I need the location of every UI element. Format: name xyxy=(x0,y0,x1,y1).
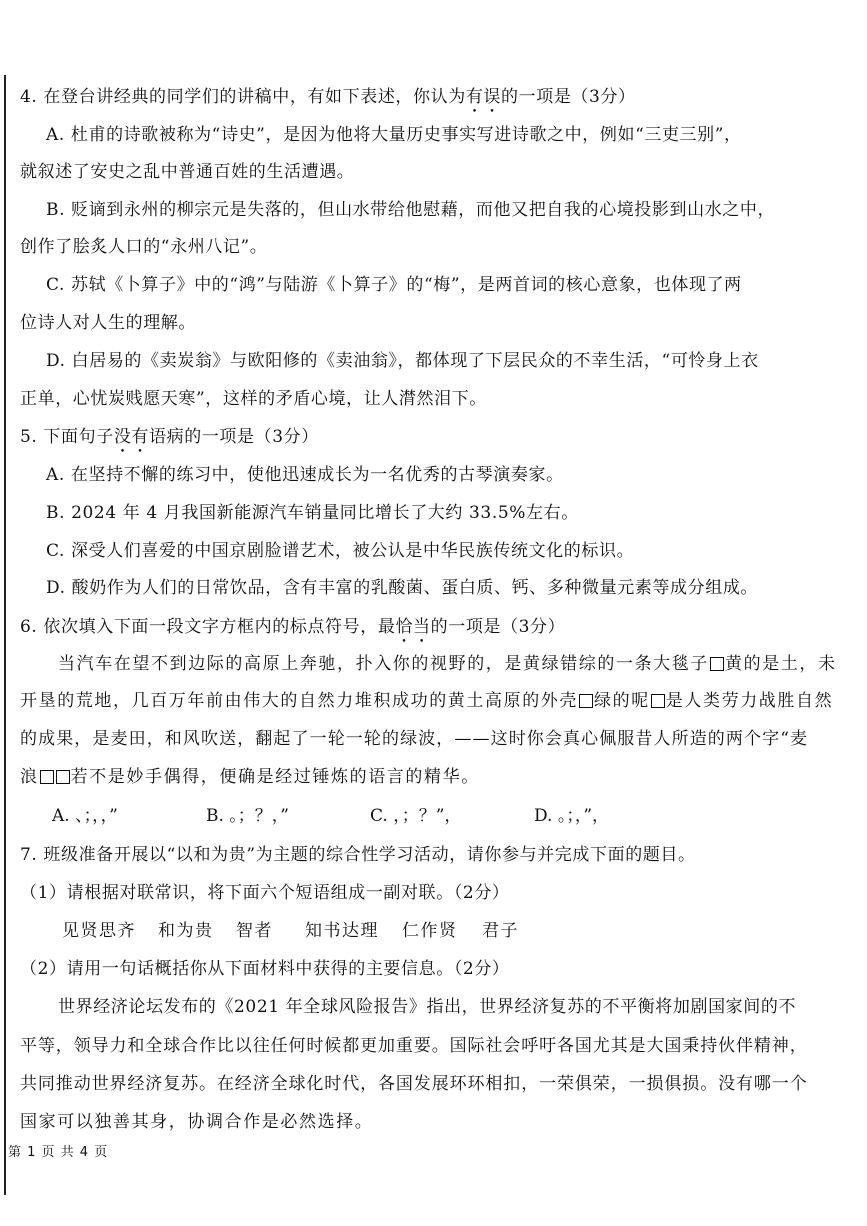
q5-option-c: C. 深受人们喜爱的中国京剧脸谱艺术，被公认是中华民族传统文化的标识。 xyxy=(46,541,635,561)
q5-stem-score: 语病的一项是（3分） xyxy=(149,427,319,447)
phrase-item: 智者 xyxy=(236,921,273,941)
q7-material-line2: 平等，领导力和全球合作比以往任何时候都更加重要。国际社会呼吁各国尤其是大国秉持伙伴精神， xyxy=(20,1036,808,1056)
phrase-item: 仁作贤 xyxy=(402,921,458,941)
q6-option-b: B. 。；？，” xyxy=(206,806,289,826)
blank-box xyxy=(40,770,54,784)
q7-material-line3: 共同推动世界经济复苏。在经济全球化时代，各国发展环环相扣，一荣俱荣，一损俱损。没有哪一个 xyxy=(20,1074,808,1094)
q4-stem xyxy=(20,86,636,117)
q4-option-b-line2: 创作了脍炙人口的“永州八记”。 xyxy=(20,237,268,257)
q6-passage-text: 浪 xyxy=(20,767,39,787)
q6-passage-text: 开垦的荒地，几百万年前由伟大的自然力堆积成功的黄土高原的外壳 xyxy=(20,691,578,711)
q6-passage-text: 当汽车在望不到边际的高原上奔驰，扑入你的视野的，是黄绿错综的一条大毯子 xyxy=(58,654,709,674)
blank-box xyxy=(710,657,724,671)
q6-passage-line4 xyxy=(20,766,480,788)
q6-passage-text: 若不是妙手偶得，便确是经过锤炼的语言的精华。 xyxy=(70,767,480,787)
q4-option-c-line2: 位诗人对人生的理解。 xyxy=(20,313,196,333)
phrase-item: 知书达理 xyxy=(305,921,379,941)
q4-option-a-line1: A. 杜甫的诗歌被称为“诗史”，是因为他将大量历史事实写进诗歌之中，例如“三吏三别”， xyxy=(46,125,742,145)
q5-option-b: B. 2024 年 4 月我国新能源汽车销量同比增长了大约 33.5%左右。 xyxy=(46,503,579,523)
q6-stem xyxy=(20,616,565,647)
page-footer: 第 1 页 共 4 页 xyxy=(8,1145,109,1160)
blank-box xyxy=(651,694,665,708)
q7-material-line1: 世界经济论坛发布的《2021 年全球风险报告》指出，世界经济复苏的不平衡将加剧国家间的不 xyxy=(58,997,797,1017)
q4-stem-emphasis: 有误 xyxy=(465,87,502,107)
q6-stem-score: 的一项是（3分） xyxy=(430,617,566,637)
phrase-item: 见贤思齐 xyxy=(62,921,136,941)
q5-option-a: A. 在坚持不懈的练习中，使他迅速成长为一名优秀的古琴演奏家。 xyxy=(46,465,564,485)
q6-passage-line2 xyxy=(20,690,833,712)
q6-passage-text: 绿的呢 xyxy=(594,691,650,711)
q6-passage-line1 xyxy=(58,653,837,675)
q5-stem-emphasis: 没有 xyxy=(113,427,150,447)
phrase-item: 君子 xyxy=(482,921,519,941)
q6-passage-text: 黄的是土，未 xyxy=(725,654,837,674)
q4-stem-text: 4. 在登台讲经典的同学们的讲稿中，有如下表述，你认为 xyxy=(20,87,466,107)
q4-option-d-line2: 正单，心忧炭贱愿天寒”，这样的矛盾心境，让人潸然泪下。 xyxy=(20,389,487,409)
q7-sub2: （2）请用一句话概括你从下面材料中获得的主要信息。（2分） xyxy=(20,959,510,979)
q6-stem-text: 6. 依次填入下面一段文字方框内的标点符号，最 xyxy=(20,617,396,637)
q6-stem-emphasis: 恰当 xyxy=(395,617,431,637)
q4-option-a-line2: 就叙述了安史之乱中普通百姓的生活遭遇。 xyxy=(20,162,355,182)
q7-sub1: （1）请根据对联常识，将下面六个短语组成一副对联。（2分） xyxy=(20,883,510,903)
page-edge-line xyxy=(4,75,6,1195)
q5-stem-text: 5. 下面句子 xyxy=(20,427,114,447)
q6-option-c: C. ，；？”， xyxy=(370,806,462,826)
q6-option-a: A. 、；，，” xyxy=(52,806,118,826)
q4-option-b-line1: B. 贬谪到永州的柳宗元是失落的，但山水带给他慰藉，而他又把自我的心境投影到山水之中， xyxy=(46,200,776,220)
q6-passage-line3: 的成果，是麦田，和风吹送，翻起了一轮一轮的绿波，——这时你会真心佩服昔人所造的两个字“麦 xyxy=(20,729,809,749)
q4-option-d-line1: D. 白居易的《卖炭翁》与欧阳修的《卖油翁》，都体现了下层民众的不幸生活，“可怜身上衣 xyxy=(46,351,759,371)
q6-passage-text: 是人类劳力战胜自然 xyxy=(665,691,834,711)
blank-box xyxy=(56,770,70,784)
q5-stem xyxy=(20,426,319,457)
q5-option-d: D. 酸奶作为人们的日常饮品，含有丰富的乳酸菌、蛋白质、钙、多种微量元素等成分组成。 xyxy=(46,578,759,598)
q6-option-d: D. 。；，”， xyxy=(534,806,610,826)
phrase-item: 和为贵 xyxy=(158,921,214,941)
q4-option-c-line1: C. 苏轼《卜算子》中的“鸿”与陆游《卜算子》的“梅”，是两首词的核心意象，也体现了两 xyxy=(46,275,742,295)
q4-stem-score: 的一项是（3分） xyxy=(501,87,636,107)
q7-stem: 7. 班级准备开展以“以和为贵”为主题的综合性学习活动，请你参与并完成下面的题目。 xyxy=(20,845,696,865)
blank-box xyxy=(579,694,593,708)
q7-material-line4: 国家可以独善其身，协调合作是必然选择。 xyxy=(20,1112,374,1132)
